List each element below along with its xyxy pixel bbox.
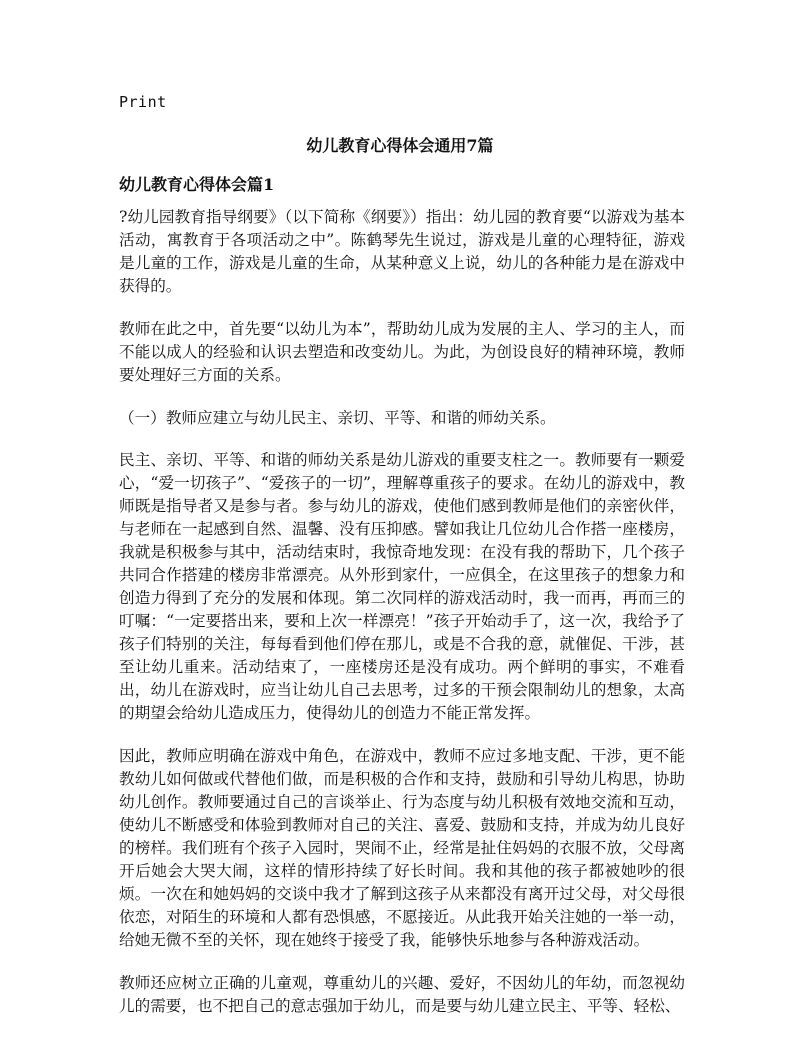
document-title: 幼儿教育心得体会通用7篇 bbox=[306, 136, 494, 155]
section-heading: 幼儿教育心得体会篇1 bbox=[119, 175, 275, 194]
paragraph-subheading-1: （一）教师应建立与幼儿民主、亲切、平等、和谐的师幼关系。 bbox=[119, 409, 556, 427]
paragraph-game-role: 因此，教师应明确在游戏中角色，在游戏中，教师不应过多地支配、干涉，更不能教幼儿如何做或代替他们做，而是积极的合作和支持，鼓励和引导幼儿构思，协助幼儿创作。教师要通过自己的言谈举止、行为态度与幼儿积极有效地交流和互动，使幼儿不断感受和体验到教师对自己的关注、喜爱、鼓励和支持，并成为幼儿良好的榜样。我们班有个孩子入园时，哭闹不止，经常是扯住妈妈的衣服不放，父母离开后她会大哭大闹，这样的情形持续了好长时间。我和其他的孩子都被她吵的很烦。一次在和她妈妈的交谈中我才了解到这孩子从来都没有离开过父母，对父母很依恋，对陌生的环境和人都有恐惧感，不愿接近。从此我开始关注她的一举一动，给她无微不至的关怀，现在她终于接受了我，能够快乐地参与各种游戏活动。 bbox=[119, 747, 685, 949]
paragraph-child-view: 教师还应树立正确的儿童观，尊重幼儿的兴趣、爱好，不因幼儿的年幼，而忽视幼儿的需要，也不把自己的意志强加于幼儿，而是要与幼儿建立民主、平等、轻松、 bbox=[119, 974, 685, 1015]
print-label: Print bbox=[119, 93, 167, 111]
paragraph-relationship: 民主、亲切、平等、和谐的师幼关系是幼儿游戏的重要支柱之一。教师要有一颗爱心，“爱一切孩子”、“爱孩子的一切”，理解尊重孩子的要求。在幼儿的游戏中，教师既是指导者又是参与者。参与幼儿的游戏，使他们感到教师是他们的亲密伙伴，与老师在一起感到自然、温馨、没有压抑感。譬如我让几位幼儿合作搭一座楼房，我就是积极参与其中，活动结束时，我惊奇地发现：在没有我的帮助下，几个孩子共同合作搭建的楼房非常漂亮。从外形到家什，一应俱全，在这里孩子的想象力和创造力得到了充分的发展和体现。第二次同样的游戏活动时，我一而再，再而三的叮嘱：“一定要搭出来，要和上次一样漂亮！”孩子开始动手了，这一次，我给予了孩子们特别的关注，每每看到他们停在那儿，或是不合我的意，就催促、干涉，甚至让幼儿重来。活动结束了，一座楼房还是没有成功。两个鲜明的事实，不难看出，幼儿在游戏时，应当让幼儿自己去思考，过多的干预会限制幼儿的想象，太高的期望会给幼儿造成压力，使得幼儿的创造力不能正常发挥。 bbox=[119, 451, 685, 722]
paragraph-intro: ?幼儿园教育指导纲要》（以下简称《纲要》）指出：幼儿园的教育要“以游戏为基本活动，寓教育于各项活动之中”。陈鹤琴先生说过，游戏是儿童的心理特征，游戏是儿童的工作，游戏是儿童的生命，从某种意义上说，幼儿的各种能力是在游戏中获得的。 bbox=[119, 208, 685, 295]
document-body bbox=[119, 206, 685, 1038]
paragraph-teacher-role: 教师在此之中，首先要“以幼儿为本”，帮助幼儿成为发展的主人、学习的主人，而不能以成人的经验和认识去塑造和改变幼儿。为此，为创设良好的精神环境，教师要处理好三方面的关系。 bbox=[119, 320, 685, 384]
